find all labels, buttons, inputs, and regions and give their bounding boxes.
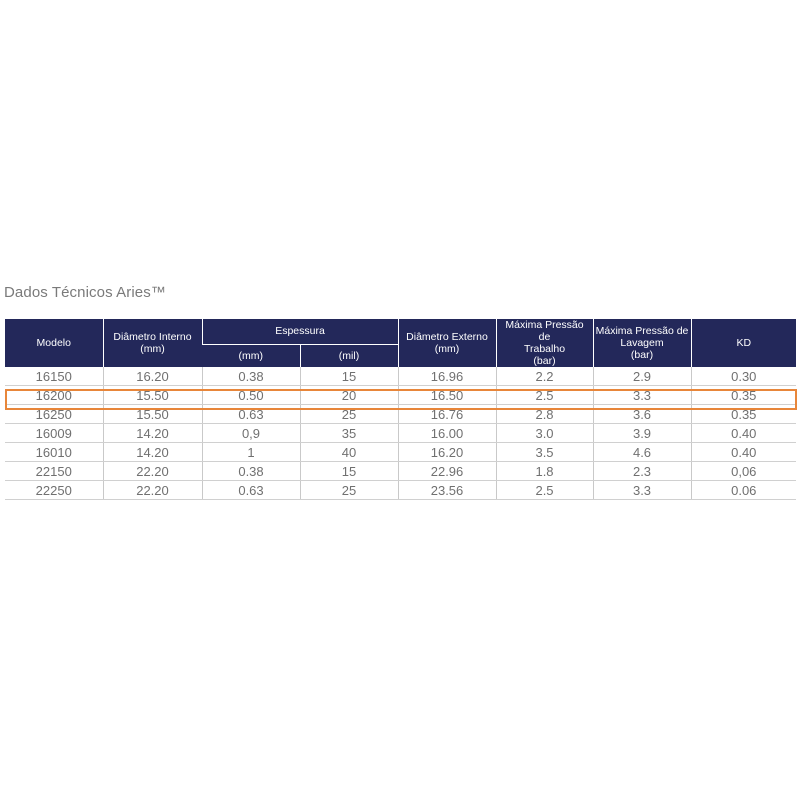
cell-pressao-trabalho: 1.8 [496,462,593,481]
header-kd: KD [691,319,796,367]
cell-pressao-lavagem: 3.3 [593,386,691,405]
header-diametro-externo-unit: (mm) [434,343,460,355]
cell-diametro-interno: 14.20 [103,424,202,443]
cell-pressao-lavagem: 2.9 [593,367,691,386]
header-espessura-mm: (mm) [202,344,300,367]
cell-pressao-trabalho: 2.5 [496,386,593,405]
header-pressao-trabalho [496,319,593,367]
cell-kd: 0.40 [691,424,796,443]
technical-data-table [5,319,796,500]
cell-modelo: 16009 [5,424,103,443]
cell-kd: 0.40 [691,443,796,462]
header-modelo: Modelo [5,319,103,367]
header-diametro-interno [103,319,202,367]
header-pressao-trabalho-unit: (bar) [533,355,556,367]
cell-espessura-mil: 25 [300,405,398,424]
header-diametro-externo [398,319,496,367]
cell-diametro-externo: 16.76 [398,405,496,424]
cell-kd: 0.30 [691,367,796,386]
header-espessura: Espessura [202,319,398,344]
cell-pressao-trabalho: 2.2 [496,367,593,386]
header-pressao-lavagem-line2: Lavagem [620,337,664,349]
cell-espessura-mil: 35 [300,424,398,443]
cell-modelo: 16250 [5,405,103,424]
cell-kd: 0.35 [691,405,796,424]
page-title: Dados Técnicos Aries™ [4,284,166,301]
cell-pressao-trabalho: 2.8 [496,405,593,424]
cell-diametro-interno: 22.20 [103,481,202,500]
cell-espessura-mm: 1 [202,443,300,462]
cell-pressao-lavagem: 3.9 [593,424,691,443]
technical-data-table-container [5,319,796,500]
cell-espessura-mm: 0.38 [202,367,300,386]
table-row [5,405,796,424]
table-body [5,367,796,500]
cell-modelo: 16150 [5,367,103,386]
table-row [5,481,796,500]
cell-diametro-interno: 14.20 [103,443,202,462]
cell-diametro-externo: 16.96 [398,367,496,386]
cell-pressao-lavagem: 4.6 [593,443,691,462]
cell-pressao-lavagem: 3.6 [593,405,691,424]
cell-pressao-lavagem: 2.3 [593,462,691,481]
cell-espessura-mil: 25 [300,481,398,500]
table-row [5,424,796,443]
cell-espessura-mil: 20 [300,386,398,405]
cell-diametro-externo: 16.00 [398,424,496,443]
header-diametro-interno-unit: (mm) [140,343,165,355]
header-diametro-externo-line1: Diâmetro Externo [406,331,488,343]
table-row [5,462,796,481]
header-pressao-lavagem-unit: (bar) [630,349,654,361]
cell-pressao-trabalho: 3.0 [496,424,593,443]
cell-modelo: 16010 [5,443,103,462]
cell-diametro-interno: 15.50 [103,405,202,424]
cell-diametro-externo: 23.56 [398,481,496,500]
cell-espessura-mm: 0.50 [202,386,300,405]
cell-diametro-externo: 16.20 [398,443,496,462]
header-diametro-interno-line1: Diâmetro Interno [113,331,192,343]
cell-espessura-mil: 40 [300,443,398,462]
cell-pressao-trabalho: 2.5 [496,481,593,500]
cell-kd: 0.35 [691,386,796,405]
cell-espessura-mil: 15 [300,367,398,386]
table-header [5,319,796,367]
header-pressao-trabalho-line2: Trabalho [523,343,566,355]
cell-espessura-mm: 0.63 [202,405,300,424]
cell-kd: 0,06 [691,462,796,481]
header-pressao-lavagem [593,319,691,367]
cell-diametro-interno: 16.20 [103,367,202,386]
header-espessura-mil: (mil) [300,344,398,367]
table-row [5,367,796,386]
cell-diametro-interno: 15.50 [103,386,202,405]
cell-pressao-lavagem: 3.3 [593,481,691,500]
cell-modelo: 16200 [5,386,103,405]
cell-modelo: 22250 [5,481,103,500]
header-pressao-lavagem-line1: Máxima Pressão de [595,325,689,337]
cell-kd: 0.06 [691,481,796,500]
cell-diametro-externo: 16.50 [398,386,496,405]
table-row [5,443,796,462]
header-pressao-trabalho-line1: Máxima Pressão de [505,319,584,343]
cell-diametro-externo: 22.96 [398,462,496,481]
cell-modelo: 22150 [5,462,103,481]
cell-espessura-mm: 0,9 [202,424,300,443]
cell-espessura-mm: 0.38 [202,462,300,481]
cell-diametro-interno: 22.20 [103,462,202,481]
cell-pressao-trabalho: 3.5 [496,443,593,462]
table-row [5,386,796,405]
cell-espessura-mm: 0.63 [202,481,300,500]
cell-espessura-mil: 15 [300,462,398,481]
